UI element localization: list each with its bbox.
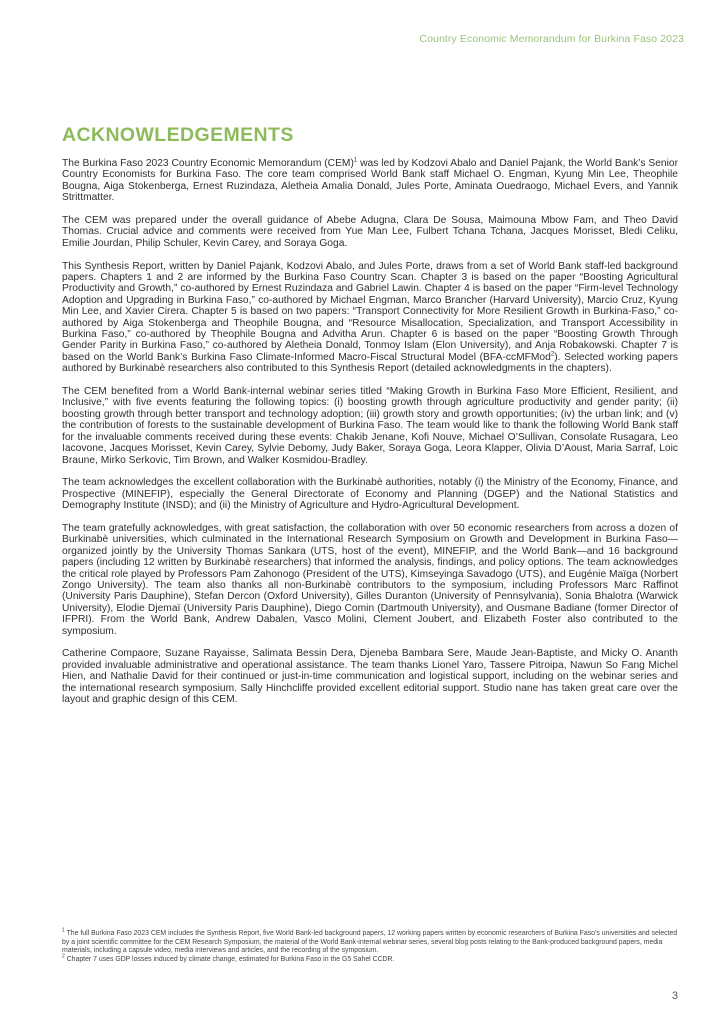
footnote-1: [62, 927, 680, 956]
paragraph-5: The team acknowledges the excellent collaboration with the Burkinabè authorities, notably (i) the Ministry of the Economy, Finance, and Prospective (MINEFIP), especially the General Directorate of Economy and Planning (DGEP) and the National Statistics and Demography Institute (INSD); and (ii) the Ministry of Agriculture and Hydro-Agricultural Development.: [62, 477, 678, 512]
body-text: [62, 158, 678, 717]
running-header: Country Economic Memorandum for Burkina Faso 2023: [419, 33, 684, 45]
paragraph-1: [62, 158, 678, 204]
paragraph-7: Catherine Compaore, Suzane Rayaisse, Salimata Bessin Dera, Djeneba Bambara Sere, Maude Jean-Baptiste, and Micky O. Ananth provided invaluable administrative and operational assistance. The team thanks Lionel Yaro, Tassere Pitroipa, Nawun So Fang Michel Hien, and Nathalie David for their continued or just-in-time communication and logistical support, including on the webinar series and the international research symposium. Sally Hinchcliffe provided excellent editorial support. Studio nane has taken great care over the layout and graphic design of this CEM.: [62, 648, 678, 705]
footnote-text: The full Burkina Faso 2023 CEM includes the Synthesis Report, five World Bank-led background papers, 12 working papers written by economic researchers of Burkina Faso’s universities and selected by a joint scientific committee for the CEM Research Symposium, the material of the World Bank-internal webinar series, several blog posts relating to the Bank-produced background papers, media materials, including a capsule video, media interviews and articles, and the recording of the symposium.: [62, 930, 678, 955]
page-number: 3: [671, 990, 678, 1002]
footnote-ref-1[interactable]: 1: [353, 157, 358, 164]
footnote-2: [62, 953, 680, 965]
paragraph-text: ). Selected working papers authored by Burkinabè researchers also contributed to this Synthesis Report (detailed acknowledgments in the chapters).: [62, 351, 678, 375]
footnote-ref-2[interactable]: 2: [550, 351, 555, 358]
paragraph-2: The CEM was prepared under the overall guidance of Abebe Adugna, Clara De Sousa, Maimouna Mbow Fam, and Theo David Thomas. Crucial advice and comments were received from Yue Man Lee, Fulbert Tchana Tchana, Jacques Morisset, Bledi Celiku, Emilie Jourdan, Philip Schuler, Kevin Carey, and Soraya Goga.: [62, 215, 678, 249]
footnote-text: Chapter 7 uses GDP losses induced by climate change, estimated for Burkina Faso in the G5 Sahel CCDR.: [64, 956, 395, 964]
page-title: ACKNOWLEDGEMENTS: [62, 124, 294, 146]
paragraph-text: was led by Kodzovi Abalo and Daniel Pajank, the World Bank’s Senior Country Economists for Burkina Faso. The core team comprised World Bank staff Michael O. Engman, Kyung Min Lee, Theophile Bougna, Aiga Stokenberga, Ernest Ruzindaza, Aletheia Amalia Donald, Jules Porte, Aminata Ouedraogo, Michael Evers, and Yannik Strittmatter.: [62, 158, 678, 204]
paragraph-4: The CEM benefited from a World Bank-internal webinar series titled “Making Growth in Burkina Faso More Efficient, Resilient, and Inclusive,” with five events featuring the following topics: (i) boosting growth through agriculture productivity and gender parity; (ii) boosting growth through better transport and technology adoption; (iii) growth story and growth opportunities; (iv) the urban link; and (v) the contribution of forests to the sustainable development of Burkina Faso. The team would like to thank the following World Bank staff for the invaluable comments received during these events: Chakib Jenane, Kofi Nouve, Michael O’Sullivan, Consolate Rusagara, Leo Iacovone, Jacques Morisset, Kevin Carey, Sylvie Debomy, Judy Baker, Soraya Goga, Leora Klapper, Olivia D’Aoust, Maria Sarraf, Loic Braune, Mirko Serkovic, Tim Brown, and Walker Kosmidou-Bradley.: [62, 386, 678, 466]
paragraph-6: The team gratefully acknowledges, with great satisfaction, the collaboration with over 50 economic researchers from across a dozen of Burkinabè universities, which culminated in the International Research Symposium on Growth and Development in Burkina Faso—organized jointly by the University Thomas Sankara (UTS, host of the event), MINEFIP, and the World Bank—and 16 background papers (including 12 written by Burkinabè researchers) that informed the analysis, findings, and policy options. The team acknowledges the critical role played by Professors Pam Zahonogo (President of the UTS), Kimseyinga Savadogo (UTS), and Eugénie Maïga (Norbert Zongo University). The team also thanks all non-Burkinabè contributors to the symposium, including Professors Marc Raffinot (University Paris Dauphine), Stefan Dercon (Oxford University), Gilles Duranton (University of Pennsylvania), Sonia Bhalotra (Warwick University), Elodie Djemaï (University Paris Dauphine), Diego Comin (Dartmouth University), and Ousmane Badiane (former Director of IFPRI). From the World Bank, Andrew Dabalen, Vasco Molini, Clement Joubert, and Elizabeth Foster also contributed to the symposium.: [62, 522, 678, 637]
footnote-number: 1: [62, 927, 65, 934]
footnote-number: 2: [62, 953, 65, 960]
paragraph-3: [62, 261, 678, 375]
paragraph-text: This Synthesis Report, written by Daniel Pajank, Kodzovi Abalo, and Jules Porte, draws from a set of World Bank staff-led background papers. Chapters 1 and 2 are informed by the Burkina Faso Country Scan. Chapter 3 is based on the paper “Boosting Agricultural Productivity and Growth,” co-authored by Ernest Ruzindaza and Gabriel Lawin. Chapter 4 is based on the paper “Firm-level Technology Adoption and Upgrading in Burkina Faso,” co-authored by Michael Engman, Marco Brancher (Harvard University), Marcio Cruz, Kyung Min Lee, and Xavier Cirera. Chapter 5 is based on two papers: “Transport Connectivity for More Resilient Growth in Burkina-Faso,” co-authored by Aiga Stokenberga and Theophile Bougna, and “Resource Misallocation, Specialization, and Transport Accessibility in Burkina Faso,” co-authored by Theophile Bougna and Advitha Arun. Chapter 6 is based on the paper “Boosting Growth Through Gender Parity in Burkina Faso,” co-authored by Aletheia Donald, Tonmoy Islam (Elon University), and Anja Robakowski. Chapter 7 is based on the World Bank’s Burkina Faso Climate-Informed Macro-Fiscal Structural Model (BFA-ccMFMod: [62, 260, 678, 363]
footnotes: [62, 927, 680, 965]
paragraph-text: The Burkina Faso 2023 Country Economic Memorandum (CEM): [62, 158, 354, 169]
